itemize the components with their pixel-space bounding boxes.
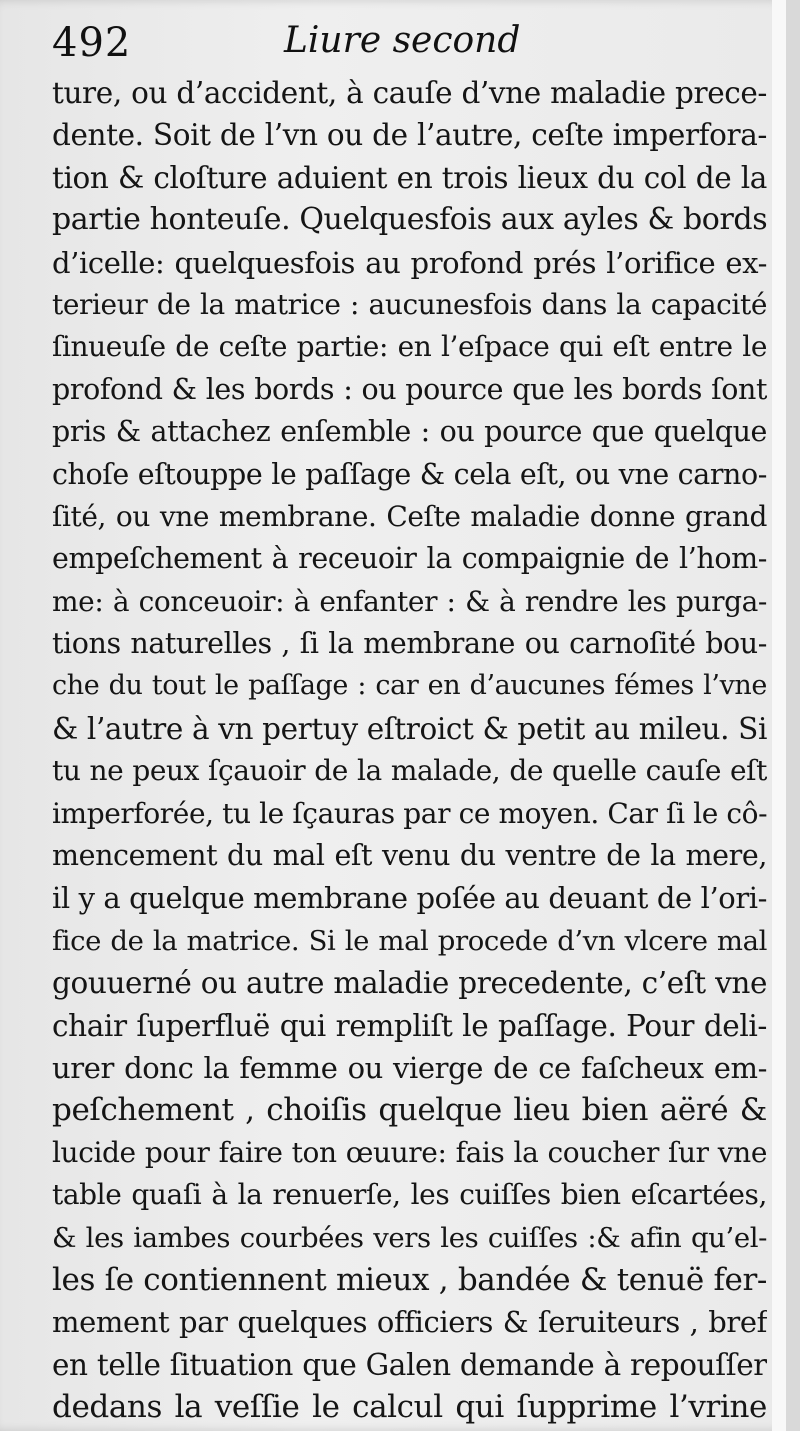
text-line: en telle ſituation que Galen demande à repouſſer — [52, 1347, 767, 1382]
text-line: mement par quelques officiers & ſeruiteurs , bref — [52, 1305, 767, 1340]
text-line: ſinueuſe de ceſte partie: en l’eſpace qui eſt entre le — [52, 330, 767, 364]
text-line: ture, ou d’accident, à cauſe d’vne maladie prece- — [52, 76, 767, 110]
text-line: imperforée, tu le ſçauras par ce moyen. Car ſi le cô- — [52, 796, 767, 830]
text-line: tu ne peux ſçauoir de la malade, de quelle cauſe eſt — [52, 754, 767, 788]
text-line: terieur de la matrice : aucunesfois dans la capacité — [52, 287, 767, 321]
page-number: 492 — [52, 20, 132, 66]
text-line: d’icelle: quelquesfois au profond prés l’orifice ex- — [52, 245, 767, 280]
text-line: tions naturelles , ſi la membrane ou carnoſité bou- — [52, 627, 767, 661]
text-line: gouuerné ou autre maladie precedente, c’eſt vne — [52, 966, 767, 1001]
body-text — [52, 72, 767, 1429]
text-line: partie honteuſe. Quelquesfois aux ayles & bords — [52, 202, 767, 238]
text-line: che du tout le paſſage : car en d’aucunes fémes l’vne — [52, 670, 767, 702]
text-line: & les iambes courbées vers les cuiſſes :& afin qu’el- — [52, 1221, 767, 1254]
page-header — [52, 14, 752, 66]
page-edge — [772, 0, 786, 1431]
text-line: pris & attachez enſemble : ou pource que quelque — [52, 415, 767, 449]
text-line: lucide pour faire ton œuure: fais la coucher ſur vne — [52, 1135, 767, 1169]
text-line: & l’autre à vn pertuy eſtroict & petit au mileu. Si — [52, 711, 767, 746]
text-line: tion & cloſture aduient en trois lieux du col de la — [52, 160, 767, 195]
text-line: urer donc la femme ou vierge de ce faſcheux em- — [52, 1050, 767, 1085]
text-line: empeſchement à receuoir la compaignie de l’hom- — [52, 542, 767, 576]
text-line: table quaſi à la renuerſe, les cuiſſes bien eſcartées, — [52, 1178, 767, 1212]
running-head: Liure second — [284, 20, 521, 61]
text-line: choſe eſtouppe le paſſage & cela eſt, ou vne carno- — [52, 457, 767, 491]
text-line: chair ſuperfluë qui rempliſt le paſſage. Pour deli- — [52, 1008, 767, 1043]
text-line: mencement du mal eſt venu du ventre de la mere, — [52, 839, 767, 873]
text-line: me: à conceuoir: à enfanter : & à rendre les purga- — [52, 584, 767, 618]
text-line: les ſe contiennent mieux , bandée & tenuë fer- — [52, 1261, 767, 1298]
text-line: fice de la matrice. Si le mal procede d’vn vlcere mal — [52, 924, 767, 957]
text-line: dente. Soit de l’vn ou de l’autre, ceſte imperfora- — [52, 118, 767, 153]
text-line: peſchement , choiſis quelque lieu bien aëré & — [52, 1092, 767, 1129]
text-line: ſité, ou vne membrane. Ceſte maladie donne grand — [52, 499, 767, 533]
text-line: profond & les bords : ou pource que les bords ſont — [52, 372, 767, 406]
text-line: il y a quelque membrane poſée au deuant de l’ori- — [52, 881, 767, 916]
text-line: dedans la veſſie le calcul qui ſupprime l’vrine — [52, 1389, 767, 1426]
